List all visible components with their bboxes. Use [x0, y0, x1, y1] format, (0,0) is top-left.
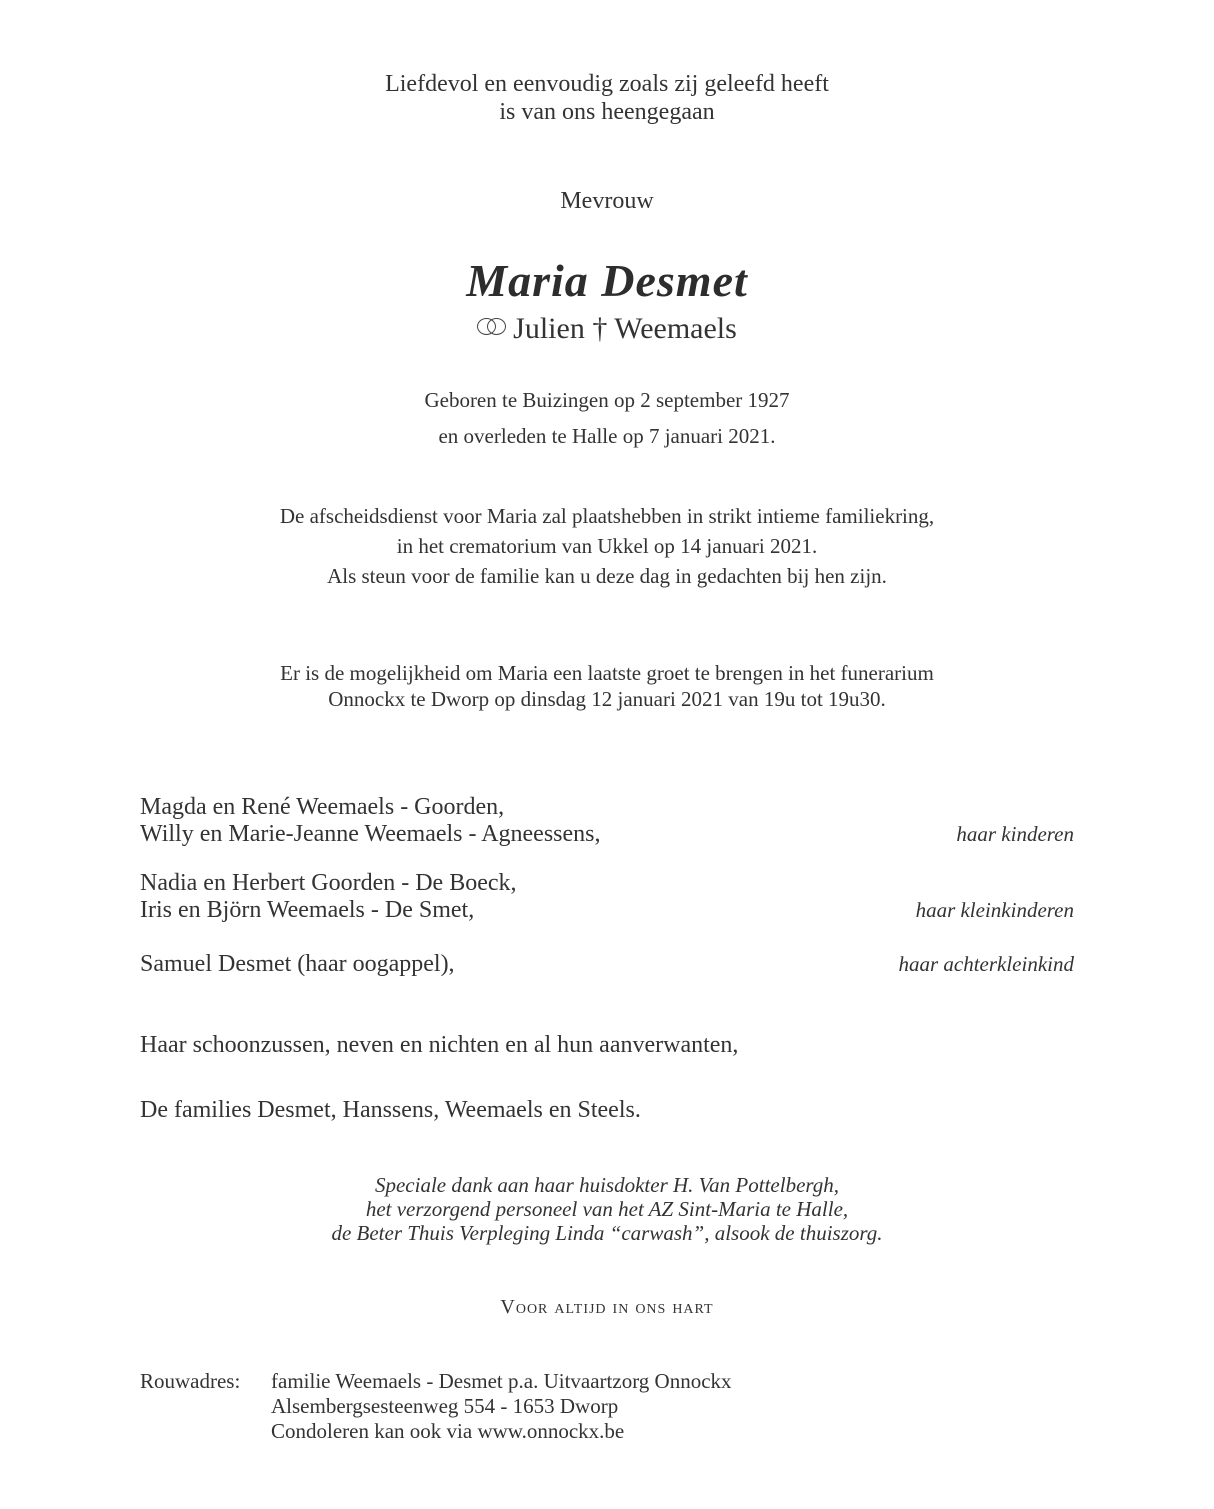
thanks-line: het verzorgend personeel van het AZ Sint-Maria te Halle,	[365, 1197, 849, 1221]
spouse-line	[0, 312, 1214, 346]
intro-line: is van ons heengegaan	[499, 99, 715, 125]
family-role: haar kinderen	[956, 822, 1074, 846]
family-line: Magda en René Weemaels - Goorden,	[140, 794, 505, 820]
address-label: Rouwadres:	[140, 1369, 241, 1393]
thanks-note	[0, 1173, 1214, 1245]
birth-death-dates	[0, 382, 1214, 454]
spouse-name: Julien † Weemaels	[513, 312, 737, 345]
family-line: Iris en Björn Weemaels - De Smet,	[140, 897, 475, 923]
family-line: Willy en Marie-Jeanne Weemaels - Agneessens,	[140, 821, 601, 847]
intro-text	[0, 70, 1214, 126]
family-families: De families Desmet, Hanssens, Weemaels en Steels.	[140, 1097, 641, 1123]
family-grandchildren	[140, 870, 1074, 924]
visitation-info	[0, 660, 1214, 712]
family-role: haar achterkleinkind	[898, 952, 1074, 976]
address-line: Condoleren kan ook via www.onnockx.be	[271, 1419, 625, 1443]
family-greatgrandchild	[140, 951, 1074, 978]
family-role: haar kleinkinderen	[915, 898, 1074, 922]
date-line: en overleden te Halle op 7 januari 2021.	[438, 424, 776, 448]
motto: Voor altijd in ons hart	[500, 1296, 714, 1318]
date-line: Geboren te Buizingen op 2 september 1927	[424, 388, 790, 412]
service-info	[0, 501, 1214, 591]
service-line: in het crematorium van Ukkel op 14 januari 2021.	[396, 534, 818, 558]
address-line: Alsembergsesteenweg 554 - 1653 Dworp	[271, 1394, 619, 1418]
address-line: familie Weemaels - Desmet p.a. Uitvaartzorg Onnockx	[271, 1369, 732, 1393]
visit-line: Onnockx te Dworp op dinsdag 12 januari 2021 van 19u tot 19u30.	[328, 687, 886, 711]
family-line: Nadia en Herbert Goorden - De Boeck,	[140, 870, 517, 896]
intro-line: Liefdevol en eenvoudig zoals zij geleefd heeft	[385, 71, 829, 97]
family-line: Samuel Desmet (haar oogappel),	[140, 951, 455, 977]
service-line: De afscheidsdienst voor Maria zal plaatshebben in strikt intieme familiekring,	[279, 504, 935, 528]
visit-line: Er is de mogelijkheid om Maria een laatste groet te brengen in het funerarium	[280, 661, 934, 685]
family-inlaws: Haar schoonzussen, neven en nichten en al hun aanverwanten,	[140, 1032, 739, 1058]
thanks-line: Speciale dank aan haar huisdokter H. Van Pottelbergh,	[374, 1173, 840, 1197]
wedding-rings-icon	[477, 318, 507, 336]
deceased-name: Maria Desmet	[466, 255, 748, 306]
thanks-line: de Beter Thuis Verpleging Linda “carwash”, alsook de thuiszorg.	[331, 1221, 883, 1245]
salutation: Mevrouw	[560, 188, 654, 214]
service-line: Als steun voor de familie kan u deze dag in gedachten bij hen zijn.	[327, 564, 887, 588]
family-children	[140, 794, 1074, 848]
